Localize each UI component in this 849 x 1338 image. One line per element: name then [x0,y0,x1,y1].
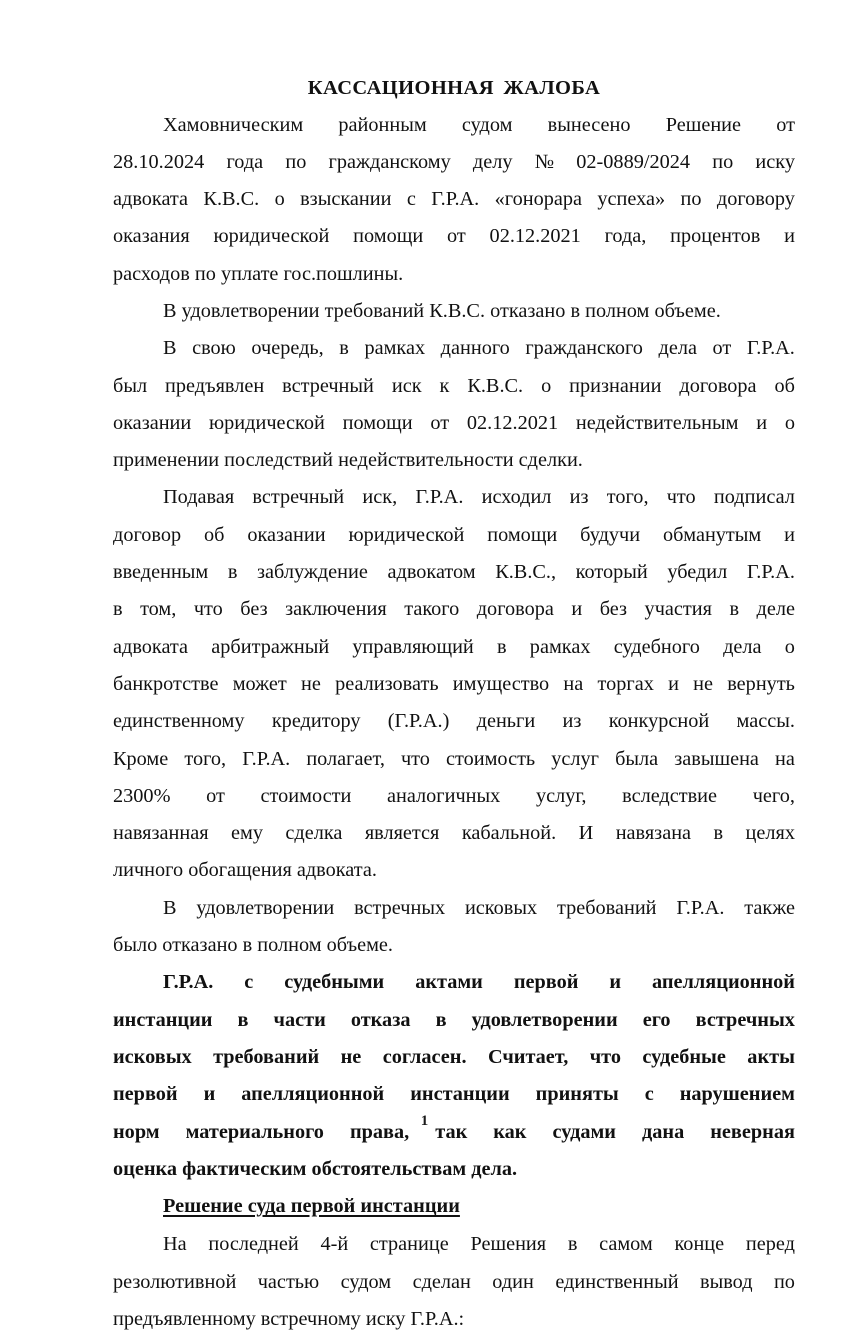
word: материального [185,1120,324,1143]
word: года [226,150,264,173]
word: заблуждение [257,561,368,584]
word: ему [230,822,263,845]
word: об [204,523,225,546]
word: деньги [476,710,536,733]
section-subheading: Решение суда первой инстанции [163,1195,460,1218]
word: помощи [487,523,558,546]
word: на [775,747,795,770]
word: юридической [348,523,465,546]
word: актами [415,971,483,994]
text-line [113,703,795,740]
word: неверная [710,1120,795,1143]
word: судебные [642,1045,726,1068]
word: Г.Р.А. [676,896,725,919]
word: К.В.С. [203,188,260,211]
word: и [756,411,768,434]
text-line [113,1151,795,1188]
word: очередь, [251,337,324,360]
word: юридической [209,411,325,434]
word: Кроме [113,747,169,770]
word: так [435,1120,468,1143]
line-text: личного обогащения адвоката. [113,859,377,882]
word: данного [440,337,510,360]
word: об [774,374,795,397]
word: отказа [350,1008,411,1031]
word: введенным [113,561,209,584]
word: инстанции [410,1083,510,1106]
word: по [712,150,734,173]
word: целях [745,822,795,845]
word: реализовать [335,672,439,695]
word: имущество [452,672,550,695]
word: без [599,598,628,621]
text-line [113,815,795,852]
word: обманутым [662,523,762,546]
word: удовлетворении [471,1008,618,1031]
word: как [493,1120,527,1143]
word: что [193,598,223,621]
word: без [240,598,268,621]
word: в [729,598,740,621]
word: к [439,374,450,397]
word: что [666,486,696,509]
word: признании [569,374,662,397]
word: в [227,561,238,584]
word: Г.Р.А. [746,561,795,584]
word: не [340,1045,362,1068]
word: стоимости [260,784,352,807]
word: не [301,672,321,695]
word: о [784,411,795,434]
word: договора [679,374,757,397]
word: услуг [551,747,599,770]
word: который [575,561,648,584]
word: судом [461,113,513,136]
text-line [113,927,795,964]
word: права, [349,1120,410,1143]
word: завышена [674,747,759,770]
word: районным [338,113,427,136]
word: части [273,1008,326,1031]
word: договор [113,523,182,546]
line-text: предъявленному встречному иску Г.Р.А.: [113,1308,465,1330]
text-line [113,218,795,255]
section-subheading-row [113,1188,795,1226]
word: самом [599,1233,653,1256]
word: в [113,598,123,621]
word: предъявлен [165,374,265,397]
word: исковых [464,896,538,919]
text-line [113,1226,795,1263]
word: В [163,337,177,360]
word: судебными [284,971,385,994]
word: банкротстве [113,672,219,695]
word: (Г.Р.А.) [387,710,450,733]
word: В [163,896,177,919]
word: свою [192,337,236,360]
word: К.В.С., [495,561,557,584]
paragraph-p8 [113,1226,795,1338]
text-line [113,741,795,778]
text-line [113,107,795,144]
word: нарушением [679,1083,795,1106]
word: услуг, [535,784,587,807]
word: исковых [113,1045,192,1068]
word: был [113,374,148,397]
word: Г.Р.А. [242,747,291,770]
word: с [244,971,254,994]
word: вывод [700,1270,753,1293]
word: гражданского [525,337,643,360]
word: Решения [470,1233,547,1256]
paragraph-p4 [113,479,795,889]
word: стоимость [446,747,536,770]
word: от [776,113,795,136]
word: требований [556,896,657,919]
word: будучи [580,523,641,546]
word: гражданскому [328,150,451,173]
word: Подавая [163,486,235,509]
word: в [497,635,507,658]
word: кредитору [271,710,361,733]
word: приняты [535,1083,619,1106]
word: адвоката [113,188,189,211]
word: на [563,672,584,695]
line-text: оценка фактическим обстоятельствам дела. [113,1157,518,1180]
word: участия [644,598,712,621]
word: о [274,188,285,211]
word: что [589,1045,621,1068]
word: требований [213,1045,320,1068]
word: вследствие [622,784,718,807]
text-line [113,330,795,367]
text-line [113,517,795,554]
word: первой [113,1083,178,1106]
word: юридической [213,225,330,248]
text-line [113,554,795,591]
word: процентов [670,225,761,248]
word: в [339,337,349,360]
word: адвокатом [387,561,476,584]
word: является [364,822,440,845]
text-line [113,890,795,927]
word: и [784,225,795,248]
text-line [113,1076,795,1113]
text-line [113,591,795,628]
word: такого [404,598,460,621]
word: подписал [713,486,795,509]
word: была [615,747,659,770]
paragraph-p2 [113,293,795,330]
word: конкурсной [608,710,710,733]
word: судом [340,1270,392,1293]
word: массы. [736,710,795,733]
text-line [113,442,795,479]
word: единственному [113,710,245,733]
word: К.В.С. [467,374,524,397]
word: по [680,188,702,211]
text-line [113,1264,795,1301]
word: 2300% [113,784,171,807]
word: иск, [362,486,398,509]
word: года, [604,225,647,248]
word: удовлетворении [196,896,335,919]
word: странице [369,1233,449,1256]
word: судами [552,1120,616,1143]
word: адвоката [113,635,189,658]
word: от [206,784,225,807]
word: исходил [481,486,552,509]
text-line [113,629,795,666]
word: торгах [597,672,654,695]
text-line [113,293,795,330]
word: с [406,188,416,211]
word: один [492,1270,534,1293]
word: последней [208,1233,299,1256]
word: от [712,337,732,360]
word: по [285,150,307,173]
text-line [113,368,795,405]
word: Хамовническим [163,113,304,136]
word: сделан [412,1270,471,1293]
word: вынесено [547,113,631,136]
word: чего, [752,784,795,807]
word: 28.10.2024 [113,150,205,173]
word: вернуть [727,672,795,695]
word: договора [476,598,554,621]
word: рамках [364,337,426,360]
word: дана [642,1120,685,1143]
line-text: было отказано в полном объеме. [113,934,393,957]
text-line [113,1301,795,1338]
word: рамках [529,635,591,658]
word: встречный [252,486,345,509]
line-text: расходов по уплате гос.пошлины. [113,262,404,285]
word: И [578,822,594,845]
word: о [784,635,795,658]
text-line [113,181,795,218]
word: помощи [353,225,424,248]
word: акты [747,1045,795,1068]
word: полагает, [306,747,385,770]
word: апелляционной [651,971,795,994]
word: и [784,523,795,546]
word: деле [756,598,795,621]
word: из [562,710,582,733]
word: навязана [615,822,692,845]
word: от [430,411,450,434]
word: том, [140,598,177,621]
line-text: В удовлетворении требований К.В.С. отказано в полном объеме. [163,299,721,322]
word: с [644,1083,654,1106]
word: навязанная [113,822,209,845]
text-line [113,666,795,703]
word: по [773,1270,795,1293]
word: того, [184,747,227,770]
word: арбитражный [211,635,330,658]
text-line [113,1039,795,1076]
text-line [113,479,795,516]
word: и [668,672,679,695]
word: апелляционной [241,1083,385,1106]
word: кабальной. [461,822,557,845]
word: убедил [667,561,728,584]
word: инстанции [113,1008,213,1031]
word: и [203,1083,216,1106]
word: в [567,1233,578,1256]
word: Г.Р.А. [431,188,480,211]
word: № [534,150,555,173]
word: конце [674,1233,725,1256]
word: Г.Р.А. [415,486,464,509]
word: частью [257,1270,320,1293]
word: также [744,896,795,919]
word: из [569,486,589,509]
word: встречных [695,1008,795,1031]
word: в [237,1008,249,1031]
word: встречный [282,374,374,397]
word: единственный [555,1270,679,1293]
paragraph-p3 [113,330,795,479]
word: резолютивной [113,1270,237,1293]
word: встречных [354,896,446,919]
paragraph-p6-bold [113,964,795,1188]
text-line [113,852,795,889]
word: судебного [613,635,700,658]
word: дела [658,337,697,360]
word: договору [716,188,795,211]
word: Г.Р.А. [163,971,214,994]
word: делу [472,150,513,173]
line-text: применении последствий недействительности сделки. [113,449,583,472]
word: в [713,822,724,845]
word: помощи [342,411,413,434]
word: в [435,1008,447,1031]
word: перед [745,1233,795,1256]
word: 02.12.2021 [466,411,559,434]
word: Решение [665,113,742,136]
word: первой [513,971,579,994]
word: о [541,374,552,397]
word: согласен. [382,1045,467,1068]
word: и [571,598,583,621]
word: норм [113,1120,160,1143]
word: 02-0889/2024 [576,150,691,173]
document-body [113,78,795,1338]
word: недействительным [575,411,739,434]
word: сделка [285,822,343,845]
word: не [693,672,713,695]
text-line [113,778,795,815]
word: от [447,225,466,248]
word: 02.12.2021 [489,225,581,248]
document-title: КАССАЦИОННАЯ ЖАЛОБА [307,77,601,99]
word: может [232,672,287,695]
paragraph-p5 [113,890,795,965]
paragraph-p1 [113,107,795,293]
word: «гонорара [494,188,582,211]
word: взыскании [300,188,392,211]
word: заключения [285,598,387,621]
word: дела [723,635,762,658]
text-line [113,144,795,181]
word: На [163,1233,187,1256]
page-number: 1 [420,1113,429,1129]
word: оказания [113,225,190,248]
word: иску [755,150,795,173]
word: аналогичных [386,784,501,807]
word: что [400,747,430,770]
word: 4-й [320,1233,349,1256]
word: Г.Р.А. [746,337,795,360]
text-line [113,964,795,1001]
word: и [609,971,622,994]
word: того, [606,486,649,509]
text-line [113,1002,795,1039]
word: иск [391,374,422,397]
word: оказании [247,523,326,546]
word: оказании [113,411,192,434]
word: управляющий [352,635,474,658]
word: Считает, [487,1045,569,1068]
word: успеха» [597,188,666,211]
text-line [113,256,795,293]
word: его [642,1008,671,1031]
text-line [113,405,795,442]
